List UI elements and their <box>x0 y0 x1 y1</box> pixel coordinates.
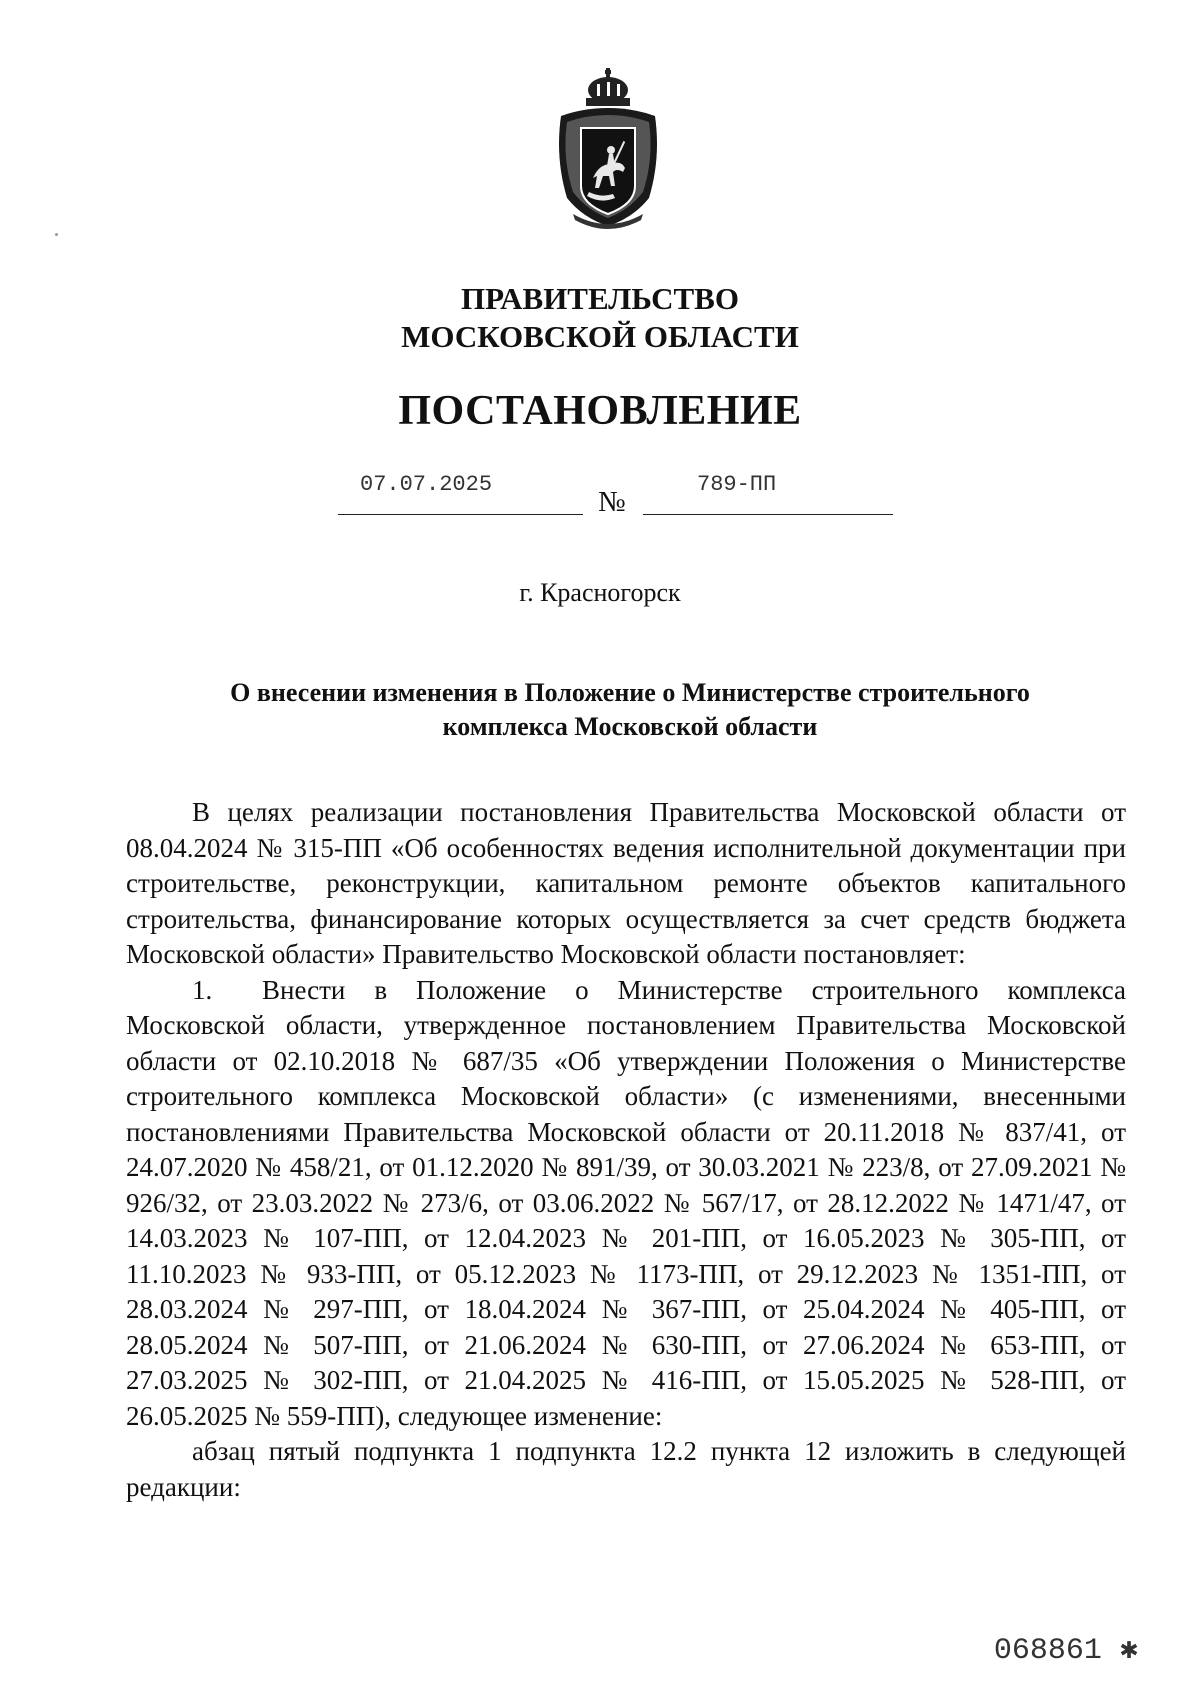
document-title <box>180 676 1080 744</box>
scan-speck <box>55 233 58 236</box>
number-sign: № <box>598 486 626 518</box>
decree-number: 789-ПП <box>697 472 777 497</box>
title-line2: комплекса Московской области <box>442 712 818 741</box>
coat-of-arms-icon <box>553 68 663 230</box>
document-type: ПОСТАНОВЛЕНИЕ <box>398 388 802 434</box>
organization-name-line1: ПРАВИТЕЛЬСТВО <box>461 281 739 316</box>
number-underline <box>643 514 893 515</box>
title-line1: О внесении изменения в Положение о Министерстве строительного <box>230 678 1030 707</box>
organization-name-line2: МОСКОВСКОЙ ОБЛАСТИ <box>401 319 799 354</box>
preamble-paragraph: В целях реализации постановления Правительства Московской области от 08.04.2024 № 315-ПП «Об особенностях ведения исполнительной документации при строительстве, реконструкции, капитальном ремонте объектов капитального строительства, финансирование которых осуществляется за счет средств бюджета Московской области» Правительство Московской области постановляет: <box>126 797 1126 969</box>
city-name: г. Красногорск <box>519 578 681 607</box>
item-1-paragraph <box>126 973 1126 1435</box>
document-serial-number: 068861 ✱ <box>993 1634 1138 1668</box>
amendment-paragraph: абзац пятый подпункта 1 подпункта 12.2 пункта 12 изложить в следующей редакции: <box>126 1436 1126 1502</box>
date-underline <box>338 514 583 515</box>
item-1-number: 1. <box>192 974 213 1005</box>
document-body <box>126 795 1126 1505</box>
decree-date: 07.07.2025 <box>360 472 493 497</box>
item-1-text: Внести в Положение о Министерстве строительного комплекса Московской области, утвержденное постановлением Правительства Московской области от 02.10.2018 № 687/35 «Об утверждении Положения о Министерстве строительного комплекса Московской области» (с изменениями, внесенными постановлениями Правительства Московской области от 20.11.2018 № 837/41, от 24.07.2020 № 458/21, от 01.12.2020 № 891/39, от 30.03.2021 № 223/8, от 27.09.2021 № 926/32, от 23.03.2022 № 273/6, от 03.06.2022 № 567/17, от 28.12.2022 № 1471/47, от 14.03.2023 № 107-ПП, от 12.04.2023 № 201-ПП, от 16.05.2023 № 305-ПП, от 11.10.2023 № 933-ПП, от 05.12.2023 № 1173-ПП, от 29.12.2023 № 1351-ПП, от 28.03.2024 № 297-ПП, от 18.04.2024 № 367-ПП, от 25.04.2024 № 405-ПП, от 28.05.2024 № 507-ПП, от 21.06.2024 № 630-ПП, от 27.06.2024 № 653-ПП, от 27.03.2025 № 302-ПП, от 21.04.2025 № 416-ПП, от 15.05.2025 № 528-ПП, от 26.05.2025 № 559-ПП), следующее изменение: <box>126 974 1126 1431</box>
